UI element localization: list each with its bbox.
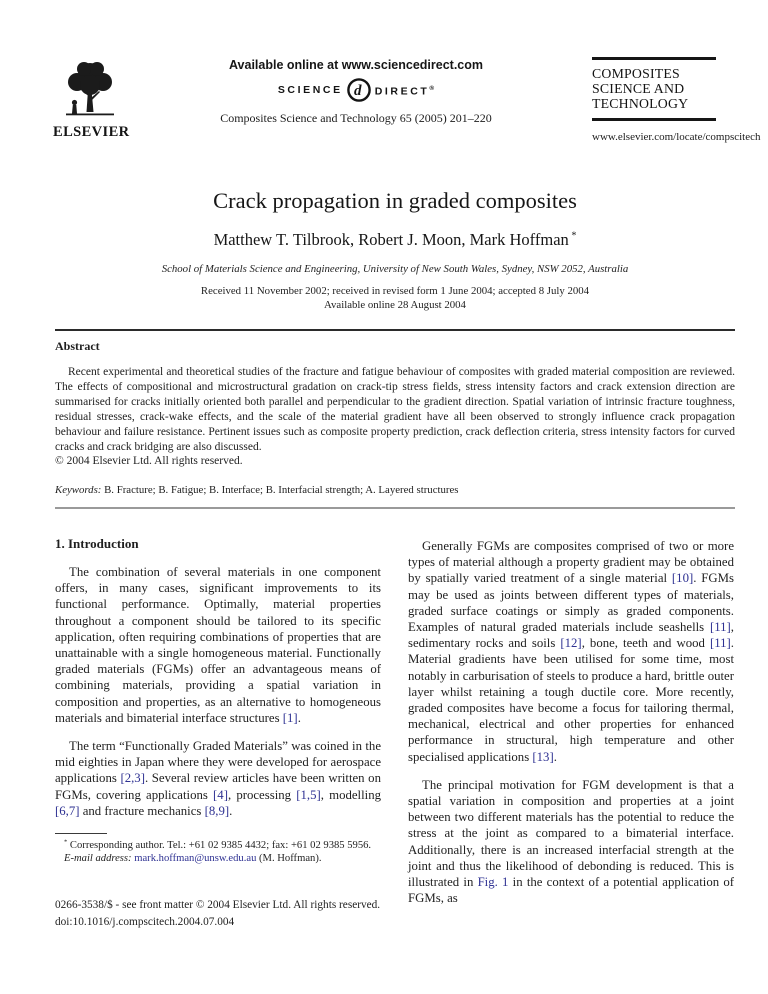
footnote-rule [55,833,107,834]
reference-link[interactable]: [11] [709,636,731,651]
footnote-email-line [55,852,381,865]
text-segment: E-mail address: [64,853,132,865]
abstract-section [55,329,735,509]
authors-line [55,230,735,250]
page-footer [55,897,455,930]
title-block [55,188,735,311]
doi-line: doi:10.1016/j.compscitech.2004.07.004 [55,915,235,928]
sciencedirect-direct-text: DIRECT® [374,85,435,98]
text-segment: . Material gradients have been utilised for some time, most notably in carburisation of steels to produce a hard, brittle outer layer whilst retaining a tough ductile core. More recently, graded composites have become a focus for tailoring thermal, mechanical, electrical and other properties for enhanced performance in structural, high temperature and other specialised applications [408,636,734,764]
text-segment: , modelling [320,787,382,802]
article-title: Crack propagation in graded composites [213,188,577,213]
journal-citation: Composites Science and Technology 65 (2005) 201–220 [220,110,492,125]
text-segment: The combination of several materials in one component offers, in many cases, significant improvements to its functional performance. Optimally, material properties throughout a component should be tailored to its specific application, often requiring combinations of properties that are unattainable with a single homogeneous material. Functionally graded materials (FGMs) offer an advantageous means of combining materials, providing a spatial variation in composition and properties, as an alternative to homogeneous materials and bimaterial interface structures [55,565,381,725]
section-heading-introduction: 1. Introduction [55,536,139,551]
abstract-top-rule [55,329,735,331]
reference-link[interactable]: [11] [709,620,731,635]
text-segment: , sedimentary rocks and soils [408,620,734,651]
elsevier-logo [53,60,130,141]
left-column [55,536,381,906]
text-segment: . [553,749,557,764]
text-segment: and fracture mechanics [79,803,205,818]
journal-name-line: SCIENCE AND [592,81,685,96]
reference-link[interactable]: [13] [532,749,554,764]
text-segment: . [297,710,301,725]
abstract-text: Recent experimental and theoretical studies of the fracture and fatigue behaviour of composites with graded material composition are reviewed. The effects of compositional and microstructural gradation on crack-tip stress fields, stress intensity factors and crack extension direction are summarised for cracks initially oriented both parallel and perpendicular to the gradient direction. Spatial variation of intrinsic fracture toughness, residual stresses, crack-wake effects, and the scale of the material gradient have all been observed to strongly influence crack propagation behaviour and failure resistance. Pertinent issues such as composite property prediction, crack deflection criteria, stress intensity factors for curved cracks and crack bridging are also discussed. [55,366,735,453]
issn-copyright-line: 0266-3538/$ - see front matter © 2004 Elsevier Ltd. All rights reserved. [55,899,381,911]
reference-link[interactable]: [10] [671,571,694,586]
reference-link[interactable]: mark.hoffman@unsw.edu.au [134,853,257,865]
masthead-top-rule [592,57,716,60]
text-segment: . FGMs may be used as joints between different types of materials, graded surface coatings or simply as graded components. Examples of natural graded materials include seashells [408,571,734,635]
text-segment: Matthew T. Tilbrook, Robert J. Moon, Mark Hoffman [213,230,569,249]
available-online-date: Available online 28 August 2004 [324,299,466,311]
journal-masthead [592,57,761,143]
text-segment: * [568,230,577,242]
affiliation-line: School of Materials Science and Engineering, University of New South Wales, Sydney, NSW 2052, Australia [161,263,629,275]
paragraph [55,738,381,819]
reference-link[interactable]: [1] [282,710,298,725]
text-segment: . Several review articles have been written on FGMs, covering applications [55,771,381,802]
abstract-copyright: © 2004 Elsevier Ltd. All rights reserved. [55,455,243,468]
registered-mark-icon: ® [429,85,435,92]
text-segment: Keywords: [55,484,102,497]
sciencedirect-d-icon [346,77,372,103]
received-line: Received 11 November 2002; received in revised form 1 June 2004; accepted 8 July 2004 [200,285,590,297]
text-segment: in the context of a potential application of FGMs, as [408,875,735,906]
available-online-text: Available online at www.sciencedirect.com [228,58,484,72]
text-segment: The term “Functionally Graded Materials” was coined in the mid eighties in Japan where they were developed for aerospace applications [55,739,381,786]
masthead-bottom-rule [592,118,716,121]
text-segment: (M. Hoffman). [256,853,322,865]
right-column [408,536,734,906]
text-segment: Corresponding author. Tel.: +61 02 9385 4432; fax: +61 02 9385 5956. [67,840,372,852]
paragraph [55,564,381,726]
header-center [200,58,512,126]
text-segment: . [229,803,233,818]
journal-name-line: TECHNOLOGY [592,96,689,111]
sciencedirect-science-text: SCIENCE [277,84,343,97]
paragraph [408,777,734,907]
journal-name-line: COMPOSITES [592,66,680,81]
paragraph [408,538,734,765]
abstract-heading: Abstract [55,339,100,353]
reference-link[interactable]: [4] [213,787,228,802]
footnote-line [55,839,381,852]
reference-link[interactable]: [2,3] [120,771,145,786]
reference-link[interactable]: [6,7] [55,803,80,818]
text-segment: B. Fracture; B. Fatigue; B. Interface; B. Interfacial strength; A. Layered structures [101,484,459,497]
elsevier-wordmark: ELSEVIER [53,124,130,140]
svg-text:d: d [353,83,364,100]
reference-link[interactable]: [8,9] [204,803,230,818]
reference-link[interactable]: [1,5] [296,787,321,802]
elsevier-tree-icon [59,60,121,122]
article-body [55,536,735,906]
keywords-line [55,484,735,496]
reference-link[interactable]: [12] [560,636,582,651]
journal-url-link[interactable]: www.elsevier.com/locate/compscitech [592,131,761,143]
text-segment: , processing [227,787,297,802]
abstract-bottom-rule [55,507,735,509]
text-segment: Generally FGMs are composites comprised of two or more types of material although a property gradient may be obtained by spatially varied treatment of a single material [408,539,734,586]
sciencedirect-logo [200,77,512,104]
reference-link[interactable]: Fig. 1 [477,875,509,890]
corresponding-author-footnote [55,833,381,865]
journal-name [592,66,735,111]
text-segment: , bone, teeth and wood [581,636,710,651]
text-segment: * [64,838,68,846]
text-segment: The principal motivation for FGM development is that a spatial variation in composition and properties at a joint between two different materials has the potential to reduce the stress at the joint as compared to a bimaterial interface. Additionally, there is an increased interfacial strength at the joint and thus the likelihood of debonding is reduced. This is illustrated in [408,777,734,890]
